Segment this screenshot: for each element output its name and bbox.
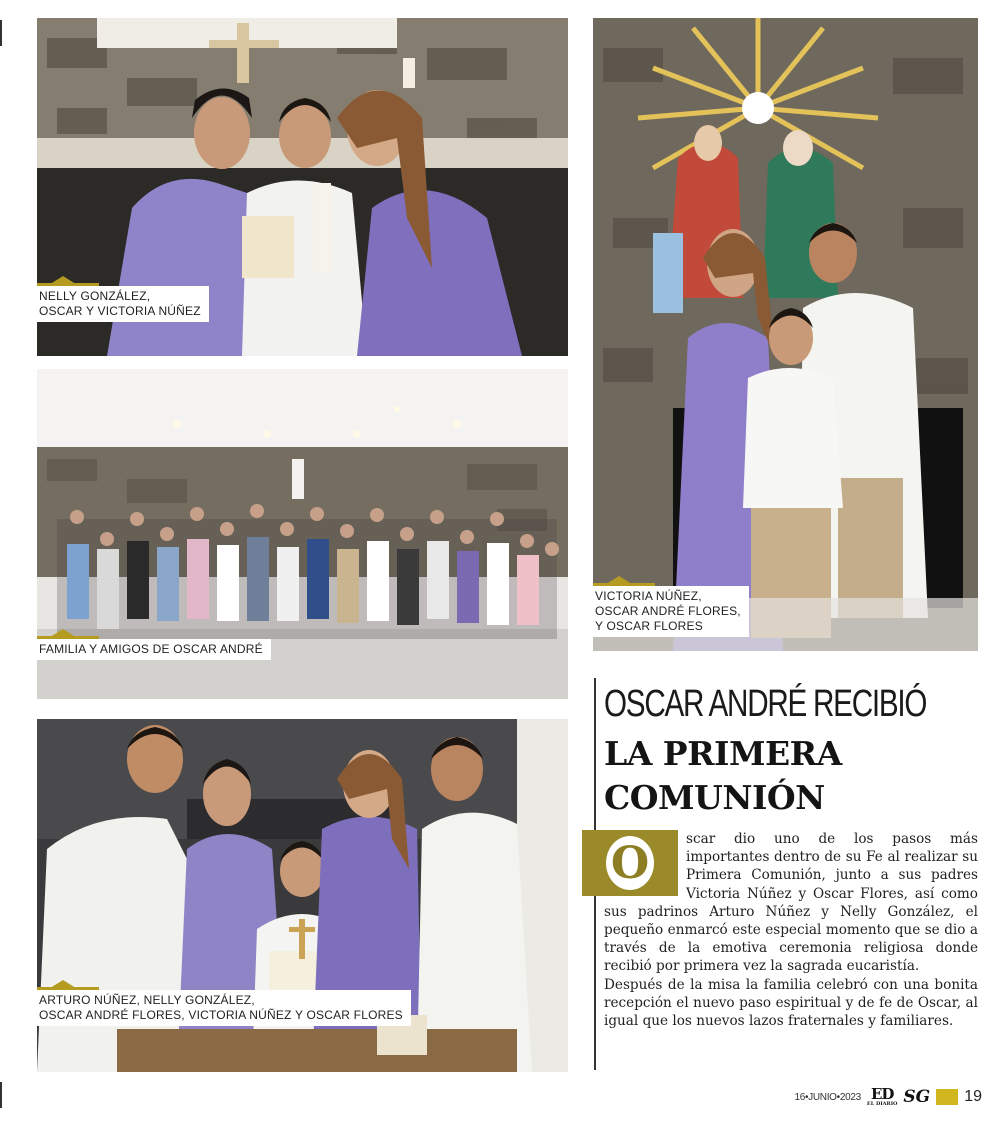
sg-logo: SG [903,1087,931,1107]
caption-line: OSCAR ANDRÉ FLORES, [595,604,741,618]
caption-bar [37,987,99,990]
caption-line: FAMILIA Y AMIGOS DE OSCAR ANDRÉ [39,642,263,656]
caption-line: ARTURO NÚÑEZ, NELLY GONZÁLEZ, [39,993,255,1007]
caption-photo-3 [37,990,411,1026]
headline-line-1: LA PRIMERA [604,734,842,773]
caption-line: VICTORIA NÚÑEZ, [595,589,702,603]
gold-block [936,1089,958,1105]
caption-bar [37,636,99,639]
el-diario-logo-sub: EL DIARIO [866,1101,898,1107]
margin-mark-bottom [0,1082,2,1108]
article-paragraph-2: Después de la misa la familia celebró con una bonita recepción el nuevo paso espiritual y de fe de Oscar, al igual que los nuevos lazos fraternales y familiares. [604,976,978,1030]
issue-date: 16•JUNIO•2023 [794,1091,861,1103]
el-diario-logo [867,1087,897,1107]
margin-mark-top [0,20,2,46]
caption-bar [593,583,655,586]
article-headline [604,732,984,820]
caption-line: Y OSCAR FLORES [595,619,703,633]
caption-photo-1 [37,286,209,322]
article-paragraph-1: scar dio uno de los pasos más importantes dentro de su Fe al realizar su Primera Comunión, junto a sus padres Victoria Núñez y Oscar Flores, así como sus padrinos Arturo Núñez y Nelly González, el pequeño enmarcó este especial momento que se dio a través de la emotiva ceremonia religiosa donde recibió por primera vez la sagrada eucaristía. [604,831,978,975]
caption-photo-4 [593,586,749,637]
drop-cap [582,830,678,896]
headline-line-2: COMUNIÓN [604,778,825,817]
caption-line: OSCAR ANDRÉ FLORES, VICTORIA NÚÑEZ Y OSCAR FLORES [39,1008,403,1022]
photo-victoria-oscar-andre-oscar [593,18,978,651]
caption-photo-2 [37,639,271,660]
drop-cap-letter: O [606,836,654,890]
el-diario-logo-mark: ED [870,1085,894,1103]
page-footer [794,1086,982,1108]
caption-line: NELLY GONZÁLEZ, [39,289,151,303]
caption-bar [37,283,99,286]
page-number: 19 [964,1088,982,1105]
article-kicker: OSCAR ANDRÉ RECIBIÓ [604,683,927,725]
caption-line: OSCAR Y VICTORIA NÚÑEZ [39,304,201,318]
